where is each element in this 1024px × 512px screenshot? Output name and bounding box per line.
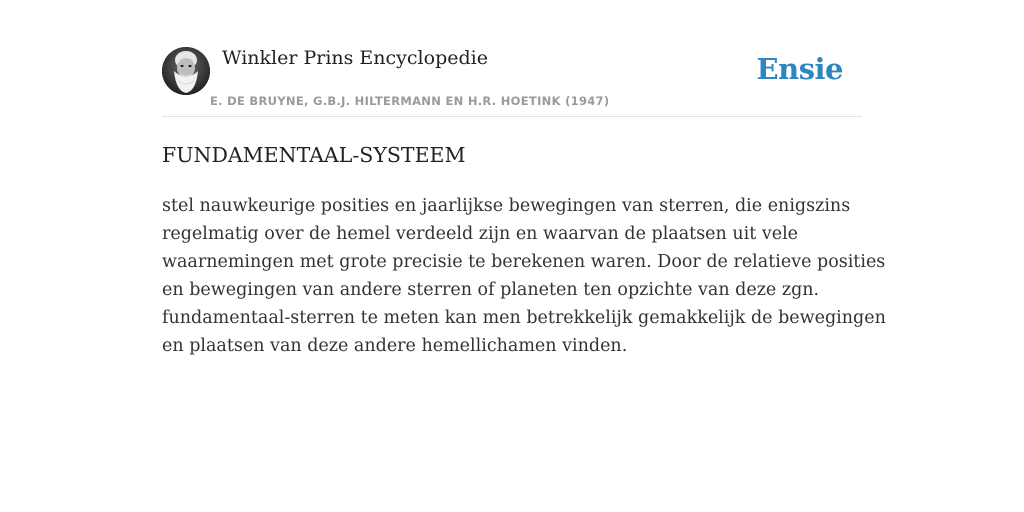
authors-line: E. DE BRUYNE, G.B.J. HILTERMANN EN H.R. HOETINK (1947) <box>210 94 610 108</box>
entry-body-line: en plaatsen van deze andere hemellichamen vinden. <box>162 336 628 356</box>
entry-body-line: stel nauwkeurige posities en jaarlijkse bewegingen van sterren, die enigszins <box>162 196 851 216</box>
brand-logo-link[interactable]: Ensie <box>756 52 843 86</box>
bearded-man-portrait-icon <box>162 47 210 95</box>
entry-body-line: waarnemingen met grote precisie te berekenen waren. Door de relatieve posities <box>162 252 886 272</box>
avatar[interactable] <box>162 47 210 95</box>
entry-body <box>162 192 886 360</box>
source-header <box>162 44 862 117</box>
entry-body-line: fundamentaal-sterren te meten kan men betrekkelijk gemakkelijk de bewegingen <box>162 308 886 328</box>
entry-body-line: regelmatig over de hemel verdeeld zijn en waarvan de plaatsen uit vele <box>162 224 799 244</box>
entry-title: FUNDAMENTAAL-SYSTEEM <box>162 143 466 167</box>
entry-body-line: en bewegingen van andere sterren of planeten ten opzichte van deze zgn. <box>162 280 820 300</box>
source-title[interactable]: Winkler Prins Encyclopedie <box>222 47 488 69</box>
